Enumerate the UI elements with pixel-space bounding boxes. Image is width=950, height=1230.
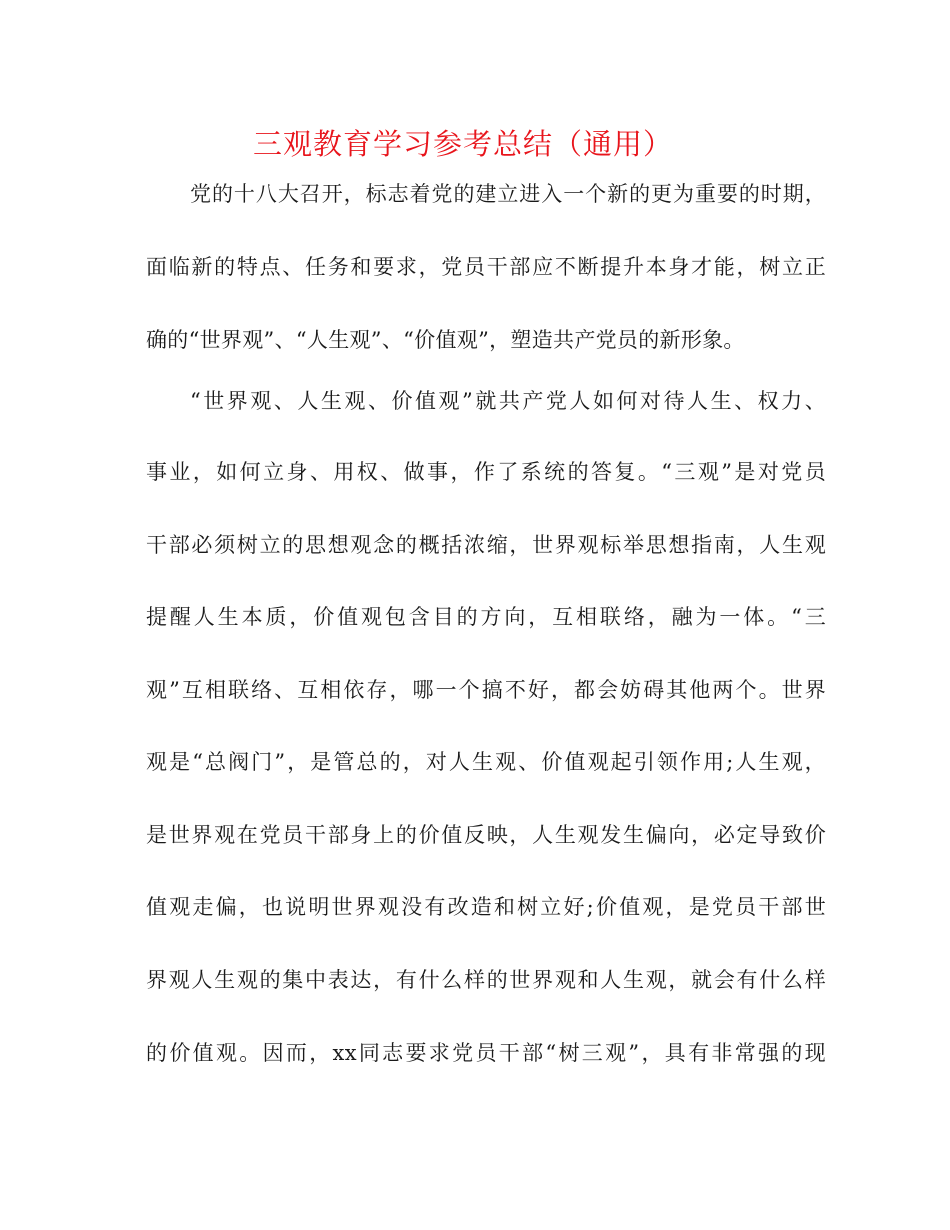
document-title: 三观教育学习参考总结（通用） [252, 127, 673, 161]
paragraph-line: 观是“总阀门”，是管总的，对人生观、价值观起引领作用;人生观， [146, 750, 826, 774]
paragraph-line: 党的十八大召开，标志着党的建立进入一个新的更为重要的时期， [190, 182, 826, 206]
paragraph-line: “世界观、人生观、价值观”就共产党人如何对待人生、权力、 [190, 389, 826, 413]
paragraph-line: 的价值观。因而，xx同志要求党员干部“树三观”，具有非常强的现 [146, 1041, 826, 1065]
paragraph-line: 确的“世界观”、“人生观”、“价值观”，塑造共产党员的新形象。 [146, 328, 745, 352]
paragraph-line: 干部必须树立的思想观念的概括浓缩，世界观标举思想指南，人生观 [146, 533, 826, 557]
paragraph-line: 值观走偏，也说明世界观没有改造和树立好;价值观，是党员干部世 [146, 895, 826, 919]
paragraph-line: 事业，如何立身、用权、做事，作了系统的答复。“三观”是对党员 [146, 460, 826, 484]
paragraph-line: 提醒人生本质，价值观包含目的方向，互相联络，融为一体。“三 [146, 605, 826, 629]
paragraph-line: 面临新的特点、任务和要求，党员干部应不断提升本身才能，树立正 [146, 255, 826, 279]
paragraph-line: 是世界观在党员干部身上的价值反映，人生观发生偏向，必定导致价 [146, 823, 826, 847]
paragraph-line: 界观人生观的集中表达，有什么样的世界观和人生观，就会有什么样 [146, 968, 826, 992]
paragraph-line: 观”互相联络、互相依存，哪一个搞不好，都会妨碍其他两个。世界 [146, 678, 826, 702]
